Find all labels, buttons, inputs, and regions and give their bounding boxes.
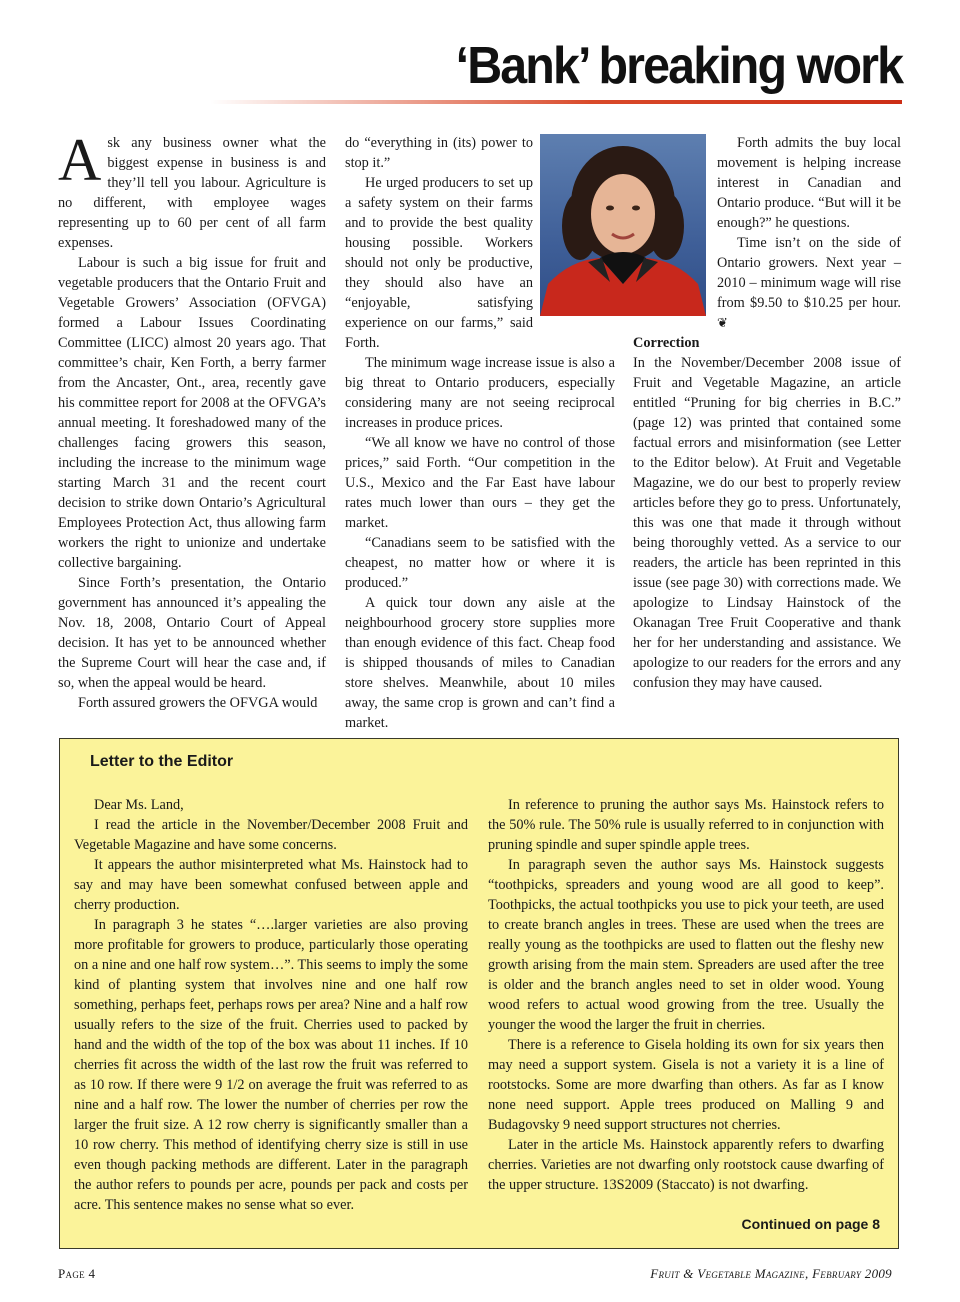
continued-on-page-link[interactable]: Continued on page 8 <box>741 1216 880 1232</box>
letter-paragraph: In paragraph 3 he states “….larger varieties are also proving more profitable for growers to produce, particularly those operating on a nine and one half row system…”. This seems to imply the some kind of planting system that involves nine and one half row something, perhaps feet, perhaps rows per area? Nine and a half row usually refers to the size of the fruit. Cherries used to packed by hand and the width of the top of the box was about 11 inches. If 10 cherries fit across the width of the last row the fruit was referred to as 10 row. If there were 9 1/2 on average the fruit was referred to as nine and a half row. The lower the number of cherries per row the larger the fruit size. A 12 row cherry is significantly smaller than a 10 row cherry. This method of identifying cherry size is still in use even though packing methods are different. Later in the paragraph the author refers to pounds per acre, pounds per pack and costs per acre. This sentence makes no sense what so ever. <box>74 917 468 1213</box>
page-number: Page 4 <box>58 1266 96 1281</box>
article-paragraph: Ask any business owner what the biggest expense in business is and they’ll tell you labour. Agriculture is no different, with employee wages representing up to 60 per cent of all farm expenses. <box>58 127 326 251</box>
article-paragraph: Forth assured growers the OFVGA would <box>78 695 318 711</box>
letter-paragraph: Later in the article Ms. Hainstock apparently refers to dwarfing cherries. Varieties are not dwarfing only rootstock cause dwarfing of the upper structure. 13S2009 (Staccato) is not dwarfing. <box>488 1137 884 1193</box>
article-paragraph: Time isn’t on the side of Ontario growers. Next year – 2010 – minimum wage will rise from $9.50 to $10.25 per hour. ❦ <box>717 235 901 330</box>
letter-paragraph: In reference to pruning the author says Ms. Hainstock refers to the 50% rule. The 50% rule is usually referred to in conjunction with pruning spindle and super spindle apple trees. <box>488 797 884 853</box>
article-paragraph: He urged producers to set up a safety system on their farms and to provide the best quality housing possible. Workers should not only be productive, they should also have an “enjoyable, satisfying experience on our farms,” said Forth. <box>345 175 533 351</box>
article-paragraph: “We all know we have no control of those prices,” said Forth. “Our competition in the U.S., Mexico and the Far East have labour rates much lower than ours – they get the market. <box>345 435 615 531</box>
article-column-1 <box>58 127 326 713</box>
article-paragraph: do “everything in (its) power to stop it.” <box>345 135 533 171</box>
drop-cap: A <box>58 127 102 193</box>
letter-paragraph: In paragraph seven the author says Ms. Hainstock suggests “toothpicks, spreaders and young wood are all good to keep”. Toothpicks, the actual toothpicks you use to pick your teeth, are used to create branch angles in trees. These are used when the trees are really young as the toothpicks are used to flatten out the fleshy new growth arising from the main stem. Spreaders are used after the tree is older and the branch angles need to set in older wood. Young wood refers to actual wood growing from the tree. Usually the younger the wood the larger the fruit in cherries. <box>488 857 884 1033</box>
publication-name: Fruit & Vegetable Magazine, February 2009 <box>650 1266 892 1281</box>
correction-heading: Correction <box>633 335 700 351</box>
article-paragraph: Since Forth’s presentation, the Ontario government has announced it’s appealing the Nov. 18, 2008, Ontario Court of Appeal decision. It has yet to be announced whether the Supreme Court will hear the case and, if so, when the appeal would be heard. <box>58 575 326 691</box>
correction-body: In the November/December 2008 issue of Fruit and Vegetable Magazine, an article entitled “Pruning for big cherries in B.C.” (page 12) was printed that contained some factual errors and misinformation (see Letter to the Editor below). At Fruit and Vegetable Magazine, we do our best to properly review articles before they go to press. Unfortunately, this was one that made it through without being thoroughly vetted. As a service to our readers, the article has been reprinted in this issue (see page 30) with corrections made. We apologize to Lindsay Hainstock of the Okanagan Tree Fruit Cooperative and thank her for her understanding and assistance. We apologize to our readers for the errors and any confusion they may have caused. <box>633 355 901 691</box>
letter-paragraph: There is a reference to Gisela holding its own for six years then may need a support system. Gisela is not a variety it is a line of rootstocks. Some are more dwarfing than others. As far as I know none need support. Apple trees produced on Malling 9 and Budagovsky 9 need support structures not cherries. <box>488 1037 884 1133</box>
end-of-article-icon: ❦ <box>717 315 728 330</box>
letter-to-editor-box <box>59 738 899 1249</box>
article-paragraph: A quick tour down any aisle at the neighbourhood grocery store supplies more than enough evidence of this fact. Cheap food is shipped thousands of miles to Canadian store shelves. Meanwhile, about 10 miles away, the same crop is grown and can’t find a market. <box>345 595 615 731</box>
headline-rule <box>210 100 902 104</box>
letter-paragraph: I read the article in the November/December 2008 Fruit and Vegetable Magazine and have some concerns. <box>74 817 468 853</box>
letter-column-1 <box>74 795 468 1215</box>
article-paragraph: “Canadians seem to be satisfied with the cheapest, no matter how or where it is produced.” <box>345 535 615 591</box>
letter-paragraph: It appears the author misinterpreted what Ms. Hainstock had to say and may have been somewhat confused between apple and cherry production. <box>74 857 468 913</box>
article-paragraph: Labour is such a big issue for fruit and vegetable producers that the Ontario Fruit and Vegetable Growers’ Association (OFVGA) formed a Labour Issues Coordinating Committee (LICC) almost 20 years ago. That committee’s chair, Ken Forth, a berry farmer from the Ancaster, Ont., area, recently gave his committee report for 2008 at the OFVGA’s annual meeting. It foreshadowed many of the challenges facing growers this season, including the increase to the minimum wage starting March 31 and the recent court decision to strike down Ontario’s Agricultural Employees Protection Act, thus allowing farm workers the right to unionize and undertake collective bargaining. <box>58 255 326 571</box>
article-paragraph: The minimum wage increase issue is also a big threat to Ontario producers, especially considering many are not seeing reciprocal increases in produce prices. <box>345 355 615 431</box>
article-paragraph: Forth admits the buy local movement is helping increase interest in Canadian and Ontario produce. “But will it be enough?” he questions. <box>717 135 901 231</box>
article-column-3 <box>633 133 901 693</box>
letter-column-2 <box>488 795 884 1195</box>
letter-paragraph: Dear Ms. Land, <box>94 797 184 813</box>
letter-title: Letter to the Editor <box>90 753 234 770</box>
headline: ‘Bank’ breaking work <box>455 37 902 95</box>
